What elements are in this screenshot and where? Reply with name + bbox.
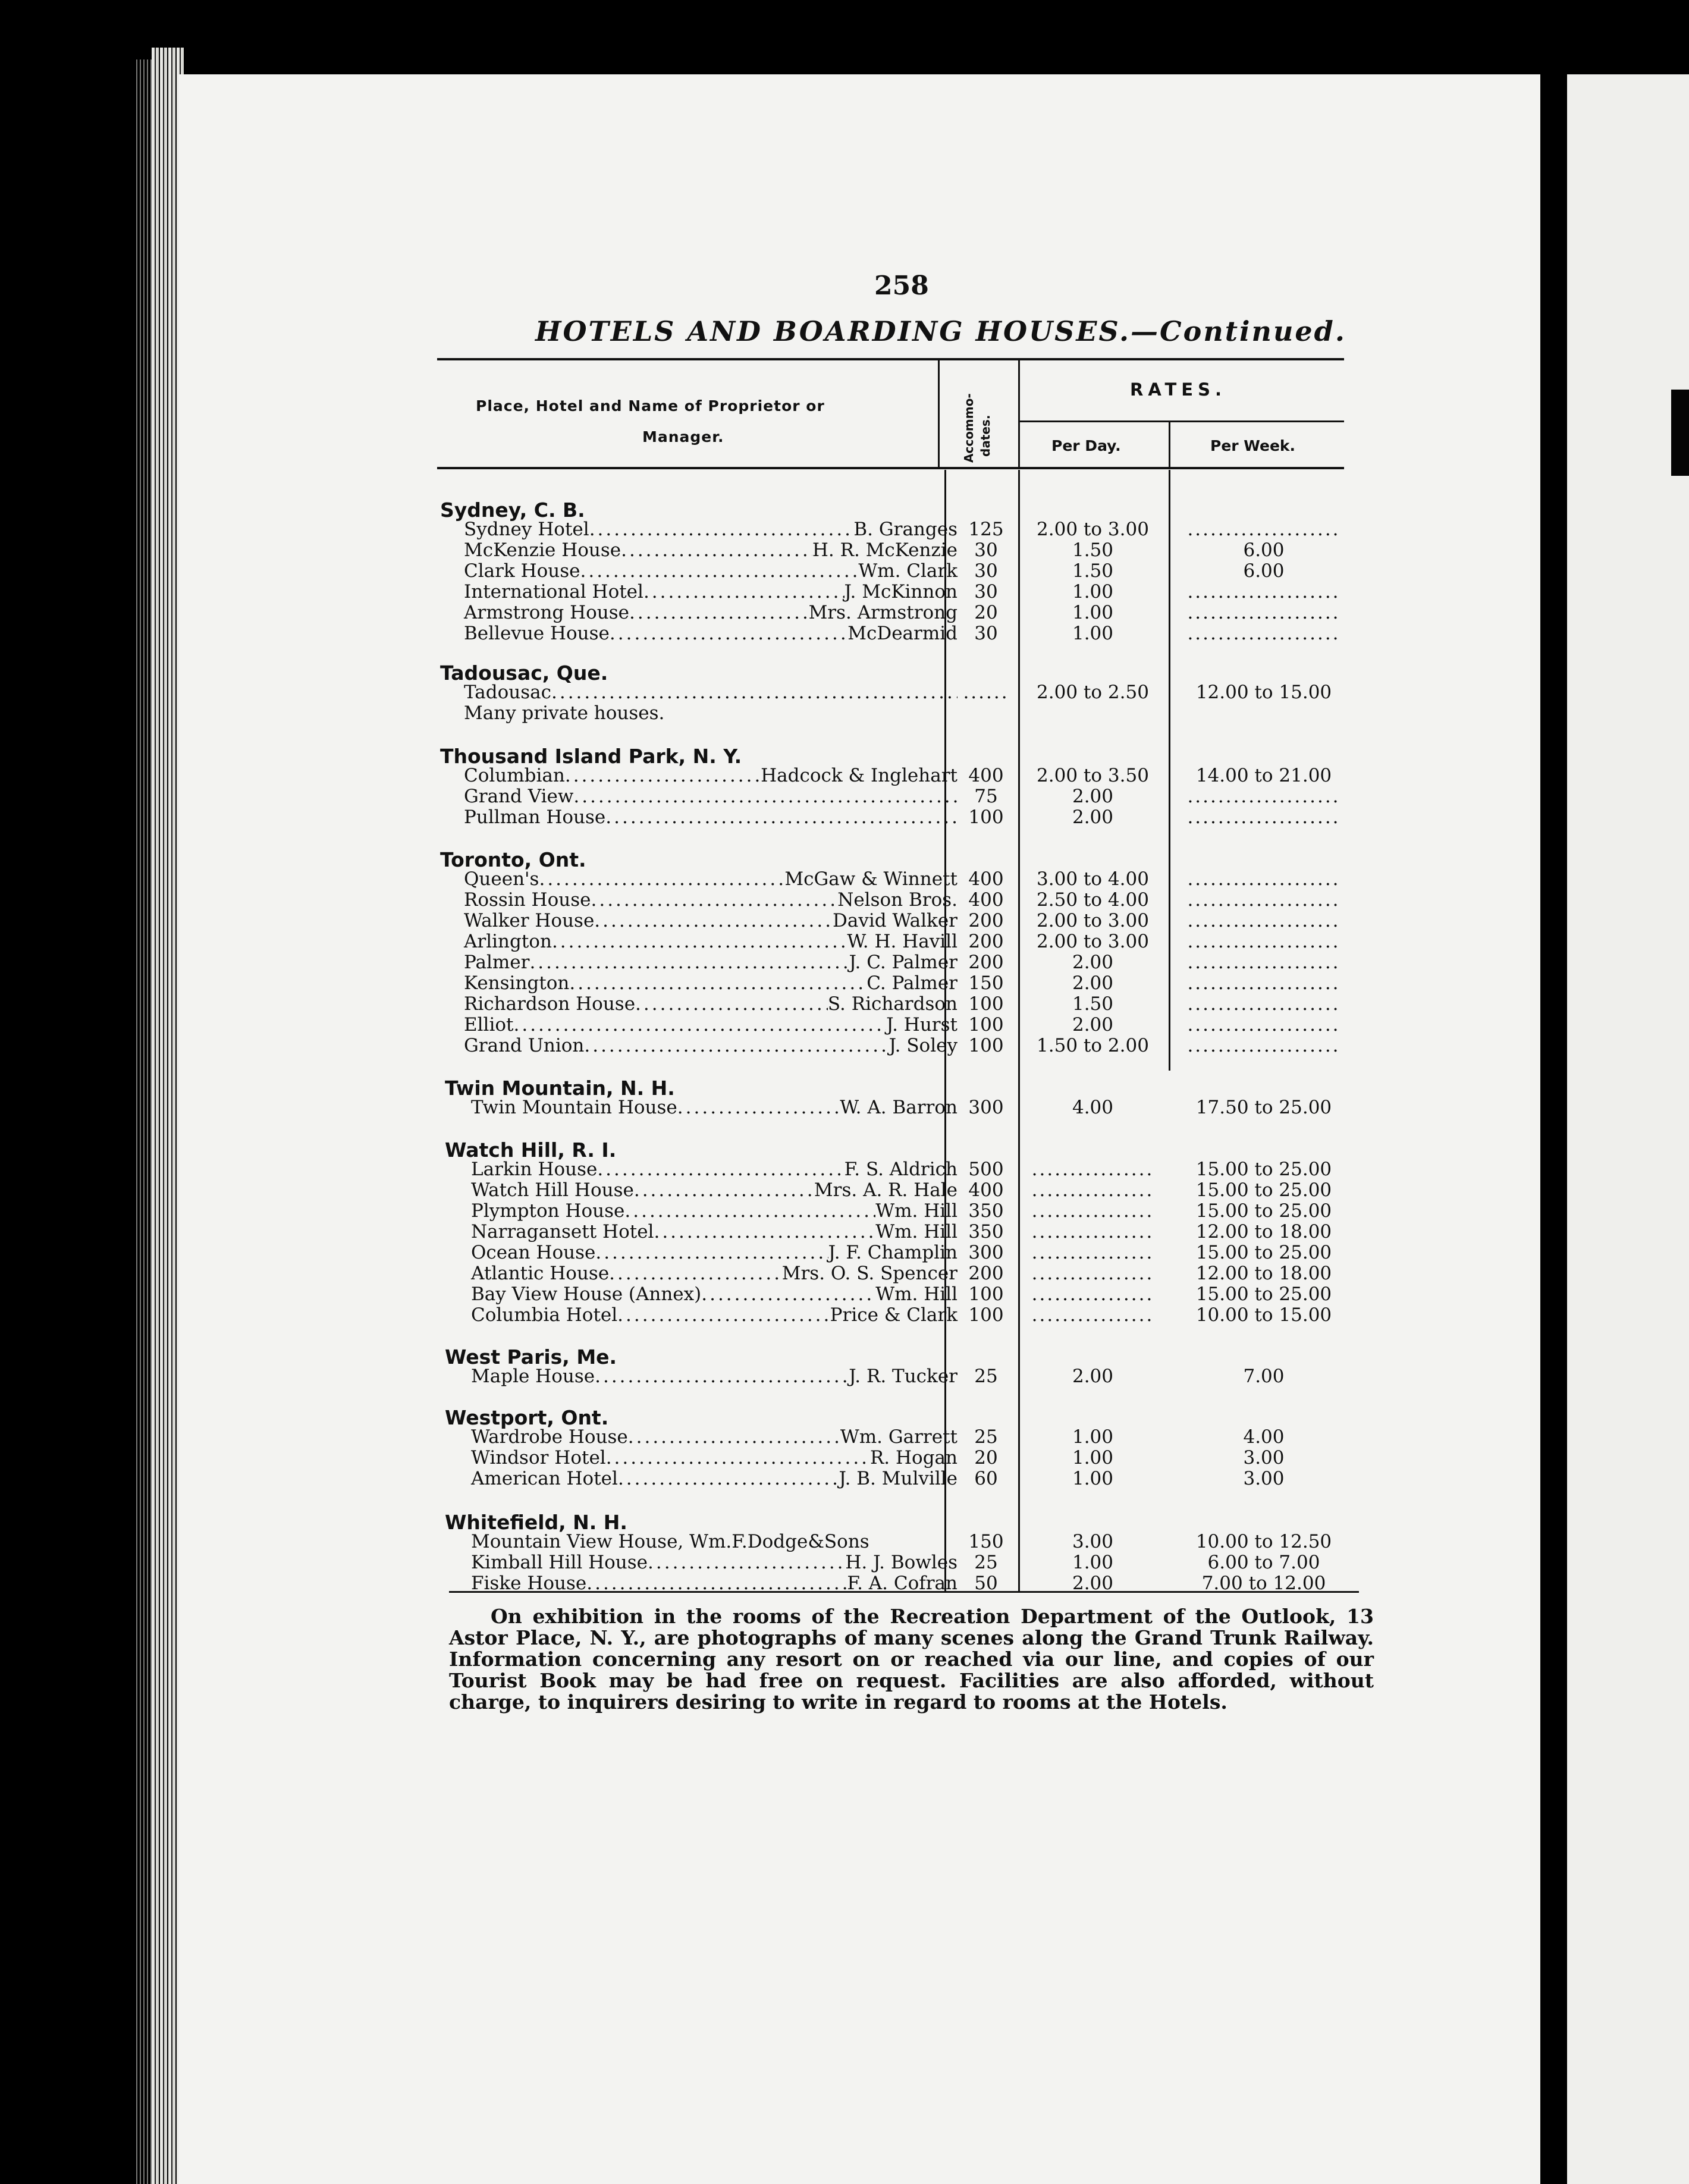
per-day-rate: 2.00 to 3.00	[1037, 519, 1149, 540]
per-day-rate: 2.50 to 4.00	[1037, 889, 1149, 911]
proprietor-name: Wm. Hill	[875, 1200, 957, 1222]
page-stack-edge	[134, 59, 153, 2184]
leader-dots	[628, 1426, 840, 1448]
proprietor-name: David Walker	[833, 910, 957, 931]
hotel-name: Twin Mountain House	[471, 1097, 677, 1118]
leader-dots	[621, 539, 812, 561]
accommodations-value: 125	[968, 519, 1004, 540]
hotel-name: Mountain View House, Wm.F.Dodge&Sons	[471, 1531, 869, 1552]
accommodations-value: 300	[968, 1242, 1004, 1263]
per-day-rate: 1.00	[1072, 1447, 1114, 1468]
hotel-name: Rossin House	[464, 889, 591, 911]
proprietor-name: J. F. Champlin	[828, 1242, 957, 1263]
footnote	[449, 1606, 1374, 1713]
proprietor-name: Wm. Garrett	[840, 1426, 957, 1448]
table-row	[447, 1097, 1375, 1118]
proprietor-name: Mrs. Armstrong	[808, 602, 957, 623]
place-heading: Sydney, C. B.	[440, 498, 585, 522]
per-day-rate: ................	[1031, 1179, 1154, 1201]
per-week-rate: ....................	[1187, 972, 1340, 994]
hotel-name: Arlington	[464, 931, 552, 952]
table-top-rule	[437, 358, 1344, 360]
leader-dots	[597, 1159, 844, 1180]
per-week-rate: 12.00 to 15.00	[1195, 682, 1332, 703]
table-row	[440, 889, 1368, 911]
per-week-rate: 3.00	[1243, 1468, 1285, 1489]
rates-rule	[1020, 421, 1344, 422]
table-row	[447, 1531, 1375, 1552]
accommodations-value: 300	[968, 1097, 1004, 1118]
proprietor-name: Mrs. A. R. Hale	[814, 1179, 957, 1201]
table-row	[447, 1552, 1375, 1573]
proprietor-name: W. A. Barron	[840, 1097, 957, 1118]
leader-dots	[701, 1284, 875, 1305]
proprietor-name: R. Hogan	[869, 1447, 957, 1468]
hotel-name: Sydney Hotel	[464, 519, 589, 540]
per-day-rate: ................	[1031, 1242, 1154, 1263]
hotel-name: Windsor Hotel	[471, 1447, 606, 1468]
per-week-rate: 10.00 to 15.00	[1195, 1304, 1332, 1326]
leader-dots	[565, 765, 761, 786]
table-row	[440, 1014, 1368, 1035]
proprietor-name: J. R. Tucker	[849, 1366, 957, 1387]
leader-dots	[589, 519, 854, 540]
proprietor-name: J. Soley	[889, 1035, 957, 1056]
per-week-rate: ....................	[1187, 931, 1340, 952]
place-heading: Tadousac, Que.	[440, 661, 608, 685]
table-row	[447, 1573, 1375, 1594]
per-week-rate: 6.00	[1243, 539, 1285, 561]
table-row	[440, 539, 1368, 561]
per-day-rate: 2.00	[1072, 807, 1114, 828]
per-week-rate: ....................	[1187, 1035, 1340, 1056]
per-week-rate: 15.00 to 25.00	[1195, 1179, 1332, 1201]
facing-page-mark	[1671, 390, 1689, 476]
hotel-name: Plympton House	[471, 1200, 625, 1222]
hotel-name: Fiske House	[471, 1573, 587, 1594]
place-heading: Watch Hill, R. I.	[445, 1138, 617, 1162]
hotel-name: Palmer	[464, 952, 530, 973]
accommodations-value: 25	[974, 1552, 998, 1573]
table-row	[440, 702, 1368, 724]
per-week-rate: ....................	[1187, 993, 1340, 1015]
accommodations-value: 20	[974, 602, 998, 623]
leader-dots	[610, 623, 847, 644]
leader-dots	[586, 1573, 847, 1594]
per-day-rate: 4.00	[1072, 1097, 1114, 1118]
table-row	[440, 910, 1368, 931]
per-week-rate: ....................	[1187, 868, 1340, 890]
hotel-name: Queen's	[464, 868, 539, 890]
proprietor-name: McDearmid	[847, 623, 957, 644]
table-row	[440, 952, 1368, 973]
accommodations-value: 20	[974, 1447, 998, 1468]
table-row	[440, 765, 1368, 786]
place-heading: Thousand Island Park, N. Y.	[440, 745, 742, 768]
per-day-rate: 1.00	[1072, 1468, 1114, 1489]
accommodations-value: 350	[968, 1200, 1004, 1222]
accommodations-value: 75	[974, 786, 998, 807]
hotel-name: Narragansett Hotel	[471, 1221, 654, 1242]
per-week-rate: 6.00	[1243, 560, 1285, 582]
leader-dots	[569, 972, 867, 994]
proprietor-name: Wm. Clark	[858, 560, 957, 582]
place-header-line2: Manager.	[642, 428, 724, 445]
per-week-rate: ....................	[1187, 910, 1340, 931]
hotel-name: Bellevue House	[464, 623, 610, 644]
per-week-rate: 15.00 to 25.00	[1195, 1284, 1332, 1305]
place-heading: Whitefield, N. H.	[445, 1511, 627, 1534]
leader-dots	[609, 1263, 782, 1284]
leader-dots	[573, 786, 957, 807]
accommodations-value: 400	[968, 868, 1004, 890]
per-day-rate: 2.00	[1072, 952, 1114, 973]
leader-dots	[539, 868, 784, 890]
hotel-name: Richardson House	[464, 993, 636, 1015]
proprietor-name: S. Richardson	[827, 993, 957, 1015]
per-week-rate: ....................	[1187, 1014, 1340, 1035]
per-week-rate: 6.00 to 7.00	[1207, 1552, 1320, 1573]
per-week-rate: 7.00 to 12.00	[1201, 1573, 1326, 1594]
proprietor-name: J. C. Palmer	[849, 952, 957, 973]
proprietor-name: Nelson Bros.	[837, 889, 957, 911]
footnote-text: On exhibition in the rooms of the Recreation Department of the Outlook, 13 Astor Place, N. Y., are photographs of many scenes along the Grand Trunk Railway. Information concerning any resort on or reached via our line, and copies of our Tourist Book may be had free on request. Facilities are also afforded, without charge, to inquirers desiring to write in regard to rooms at the Hotels.	[449, 1605, 1374, 1714]
hotel-name: American Hotel	[471, 1468, 618, 1489]
per-week-rate: 17.50 to 25.00	[1195, 1097, 1332, 1118]
place-header-line1: Place, Hotel and Name of Proprietor or	[476, 397, 825, 415]
page-title: HOTELS AND BOARDING HOUSES.—Continued.	[535, 315, 1346, 347]
place-heading: Westport, Ont.	[445, 1406, 609, 1429]
proprietor-name: F. A. Cofran	[847, 1573, 957, 1594]
leader-dots	[629, 602, 809, 623]
proprietor-name: Price & Clark	[830, 1304, 957, 1326]
col-rule-3	[1169, 422, 1170, 467]
hotel-name: Watch Hill House	[471, 1179, 634, 1201]
accommodations-value: 50	[974, 1573, 998, 1594]
per-week-rate: 4.00	[1243, 1426, 1285, 1448]
accommodations-value: 100	[968, 1284, 1004, 1305]
per-week-rate: 15.00 to 25.00	[1195, 1200, 1332, 1222]
table-row	[447, 1242, 1375, 1263]
accommodations-header	[938, 379, 1022, 463]
accommodations-value: 200	[968, 910, 1004, 931]
hotel-name: Pullman House	[464, 807, 606, 828]
table-row	[447, 1221, 1375, 1242]
leader-dots	[580, 560, 859, 582]
hotel-name: Wardrobe House	[471, 1426, 628, 1448]
per-week-header: Per Week.	[1210, 437, 1296, 454]
accommodations-value: ......	[963, 682, 1009, 703]
place-heading: Twin Mountain, N. H.	[445, 1077, 675, 1100]
rates-header: RATES.	[1130, 379, 1227, 400]
proprietor-name: J. McKinnon	[844, 581, 957, 603]
proprietor-name: W. H. Havill	[847, 931, 957, 952]
leader-dots	[514, 1014, 887, 1035]
proprietor-name: J. B. Mulville	[839, 1468, 957, 1489]
hotel-name: Grand View	[464, 786, 574, 807]
per-day-header: Per Day.	[1051, 437, 1121, 454]
per-week-rate: 3.00	[1243, 1447, 1285, 1468]
hotel-name: Grand Union	[464, 1035, 585, 1056]
table-row	[440, 786, 1368, 807]
accommodations-value: 100	[968, 1304, 1004, 1326]
per-day-rate: 2.00	[1072, 1366, 1114, 1387]
proprietor-name: McGaw & Winnett	[784, 868, 957, 890]
table-row	[440, 519, 1368, 540]
svg-text:dates.: dates.	[978, 415, 993, 457]
per-day-rate: ................	[1031, 1263, 1154, 1284]
per-day-rate: 1.50 to 2.00	[1037, 1035, 1149, 1056]
per-day-rate: 1.00	[1072, 1552, 1114, 1573]
leader-dots	[595, 1242, 828, 1263]
per-week-rate: 10.00 to 12.50	[1195, 1531, 1332, 1552]
per-day-rate: ................	[1031, 1159, 1154, 1180]
per-day-rate: 1.00	[1072, 602, 1114, 623]
accommodations-value: 350	[968, 1221, 1004, 1242]
leader-dots	[552, 931, 847, 952]
table-row	[440, 1035, 1368, 1056]
accommodations-value: 25	[974, 1366, 998, 1387]
accommodations-value: 200	[968, 931, 1004, 952]
accommodations-value: 500	[968, 1159, 1004, 1180]
table-row	[440, 602, 1368, 623]
per-week-rate: 12.00 to 18.00	[1195, 1263, 1332, 1284]
table-row	[440, 868, 1368, 890]
accommodations-value: 100	[968, 1014, 1004, 1035]
table-row	[447, 1447, 1375, 1468]
accommodations-value: 30	[974, 623, 998, 644]
table-row	[440, 623, 1368, 644]
accommodations-value: 25	[974, 1426, 998, 1448]
table-row	[447, 1200, 1375, 1222]
table-row	[440, 807, 1368, 828]
accommodations-value: 400	[968, 889, 1004, 911]
per-day-rate: 3.00	[1072, 1531, 1114, 1552]
leader-dots	[594, 910, 833, 931]
leader-dots	[584, 1035, 889, 1056]
leader-dots	[591, 889, 837, 911]
per-day-rate: 2.00 to 3.50	[1037, 765, 1149, 786]
leader-dots	[595, 1366, 849, 1387]
per-day-rate: ................	[1031, 1200, 1154, 1222]
accommodations-value: 400	[968, 1179, 1004, 1201]
table-row	[440, 560, 1368, 582]
per-day-rate: 2.00	[1072, 972, 1114, 994]
table-row	[447, 1304, 1375, 1326]
proprietor-name: Wm. Hill	[875, 1284, 957, 1305]
per-week-rate: 7.00	[1243, 1366, 1285, 1387]
hotel-name: Armstrong House	[464, 602, 630, 623]
accommodations-value: 100	[968, 1035, 1004, 1056]
hotel-name: Larkin House	[471, 1159, 598, 1180]
table-row	[447, 1159, 1375, 1180]
accommodations-value: 30	[974, 539, 998, 561]
proprietor-name: Hadcock & Inglehart	[761, 765, 957, 786]
leader-dots	[654, 1221, 875, 1242]
table-row	[447, 1426, 1375, 1448]
leader-dots	[634, 1179, 814, 1201]
proprietor-name: H. J. Bowles	[845, 1552, 957, 1573]
proprietor-name: J. Hurst	[886, 1014, 957, 1035]
hotel-name: Bay View House (Annex)	[471, 1284, 702, 1305]
proprietor-name: B. Granges	[853, 519, 957, 540]
svg-text:Accommo-: Accommo-	[962, 393, 976, 463]
proprietor-name: Mrs. O. S. Spencer	[781, 1263, 957, 1284]
accommodations-value: 200	[968, 1263, 1004, 1284]
accommodations-value: 200	[968, 952, 1004, 973]
hotel-name: Elliot	[464, 1014, 514, 1035]
accommodations-value: 150	[968, 972, 1004, 994]
table-row	[440, 972, 1368, 994]
leader-dots	[606, 1447, 870, 1468]
place-heading: West Paris, Me.	[445, 1345, 617, 1369]
book-page	[178, 74, 1540, 2184]
per-day-rate: 1.00	[1072, 623, 1114, 644]
per-week-rate: ....................	[1187, 623, 1340, 644]
accommodations-value: 400	[968, 765, 1004, 786]
leader-dots	[551, 682, 957, 703]
proprietor-name: F. S. Aldrich	[844, 1159, 957, 1180]
per-day-rate: 2.00	[1072, 786, 1114, 807]
table-row	[440, 682, 1368, 703]
per-day-rate: 1.50	[1072, 539, 1114, 561]
hotel-name: Kensington	[464, 972, 570, 994]
per-day-rate: 1.00	[1072, 1426, 1114, 1448]
table-row	[447, 1366, 1375, 1387]
accommodations-value: 30	[974, 581, 998, 603]
per-week-rate: ....................	[1187, 952, 1340, 973]
header-bottom-rule	[437, 467, 1344, 469]
table-row	[447, 1179, 1375, 1201]
leader-dots	[617, 1304, 830, 1326]
accommodations-value: 100	[968, 993, 1004, 1015]
per-day-rate: ................	[1031, 1221, 1154, 1242]
per-day-rate: 1.00	[1072, 581, 1114, 603]
per-day-rate: 2.00	[1072, 1573, 1114, 1594]
per-day-rate: 2.00	[1072, 1014, 1114, 1035]
per-day-rate: 1.50	[1072, 993, 1114, 1015]
hotel-name: Tadousac	[464, 682, 551, 703]
per-day-rate: ................	[1031, 1284, 1154, 1305]
hotel-name: McKenzie House	[464, 539, 621, 561]
per-week-rate: 12.00 to 18.00	[1195, 1221, 1332, 1242]
accommodations-value: 150	[968, 1531, 1004, 1552]
leader-dots	[643, 581, 845, 603]
per-week-rate: ....................	[1187, 519, 1340, 540]
per-week-rate: 15.00 to 25.00	[1195, 1159, 1332, 1180]
hotel-name: International Hotel	[464, 581, 643, 603]
hotel-name: Kimball Hill House	[471, 1552, 648, 1573]
leader-dots	[605, 807, 957, 828]
per-week-rate: ....................	[1187, 581, 1340, 603]
per-day-rate: 3.00 to 4.00	[1037, 868, 1149, 890]
hotel-name: Ocean House	[471, 1242, 596, 1263]
per-day-rate: 2.00 to 2.50	[1037, 682, 1149, 703]
hotel-name: Atlantic House	[471, 1263, 610, 1284]
leader-dots	[529, 952, 849, 973]
leader-dots	[677, 1097, 840, 1118]
proprietor-name: Wm. Hill	[875, 1221, 957, 1242]
per-day-rate: ................	[1031, 1304, 1154, 1326]
page-number: 258	[874, 271, 929, 301]
leader-dots	[624, 1200, 875, 1222]
leader-dots	[635, 993, 828, 1015]
per-week-rate: ....................	[1187, 807, 1340, 828]
per-week-rate: ....................	[1187, 602, 1340, 623]
hotel-name: Clark House	[464, 560, 580, 582]
hotel-name: Maple House	[471, 1366, 595, 1387]
leader-dots	[648, 1552, 845, 1573]
leader-dots	[618, 1468, 839, 1489]
hotel-name: Walker House	[464, 910, 595, 931]
hotel-name: Columbia Hotel	[471, 1304, 618, 1326]
hotel-name: Columbian	[464, 765, 565, 786]
table-row	[447, 1468, 1375, 1489]
per-day-rate: 1.50	[1072, 560, 1114, 582]
table-row	[440, 993, 1368, 1015]
proprietor-name: H. R. McKenzie	[812, 539, 957, 561]
per-week-rate: 14.00 to 21.00	[1195, 765, 1332, 786]
per-day-rate: 2.00 to 3.00	[1037, 931, 1149, 952]
per-day-rate: 2.00 to 3.00	[1037, 910, 1149, 931]
accommodations-value: 100	[968, 807, 1004, 828]
table-row	[440, 581, 1368, 603]
per-week-rate: 15.00 to 25.00	[1195, 1242, 1332, 1263]
place-heading: Toronto, Ont.	[440, 848, 586, 871]
per-week-rate: ....................	[1187, 786, 1340, 807]
accommodations-value: 60	[974, 1468, 998, 1489]
table-row	[440, 931, 1368, 952]
table-row	[447, 1284, 1375, 1305]
proprietor-name: C. Palmer	[867, 972, 957, 994]
accommodations-value: 30	[974, 560, 998, 582]
per-week-rate: ....................	[1187, 889, 1340, 911]
table-row	[447, 1263, 1375, 1284]
hotel-name: Many private houses.	[464, 702, 665, 724]
